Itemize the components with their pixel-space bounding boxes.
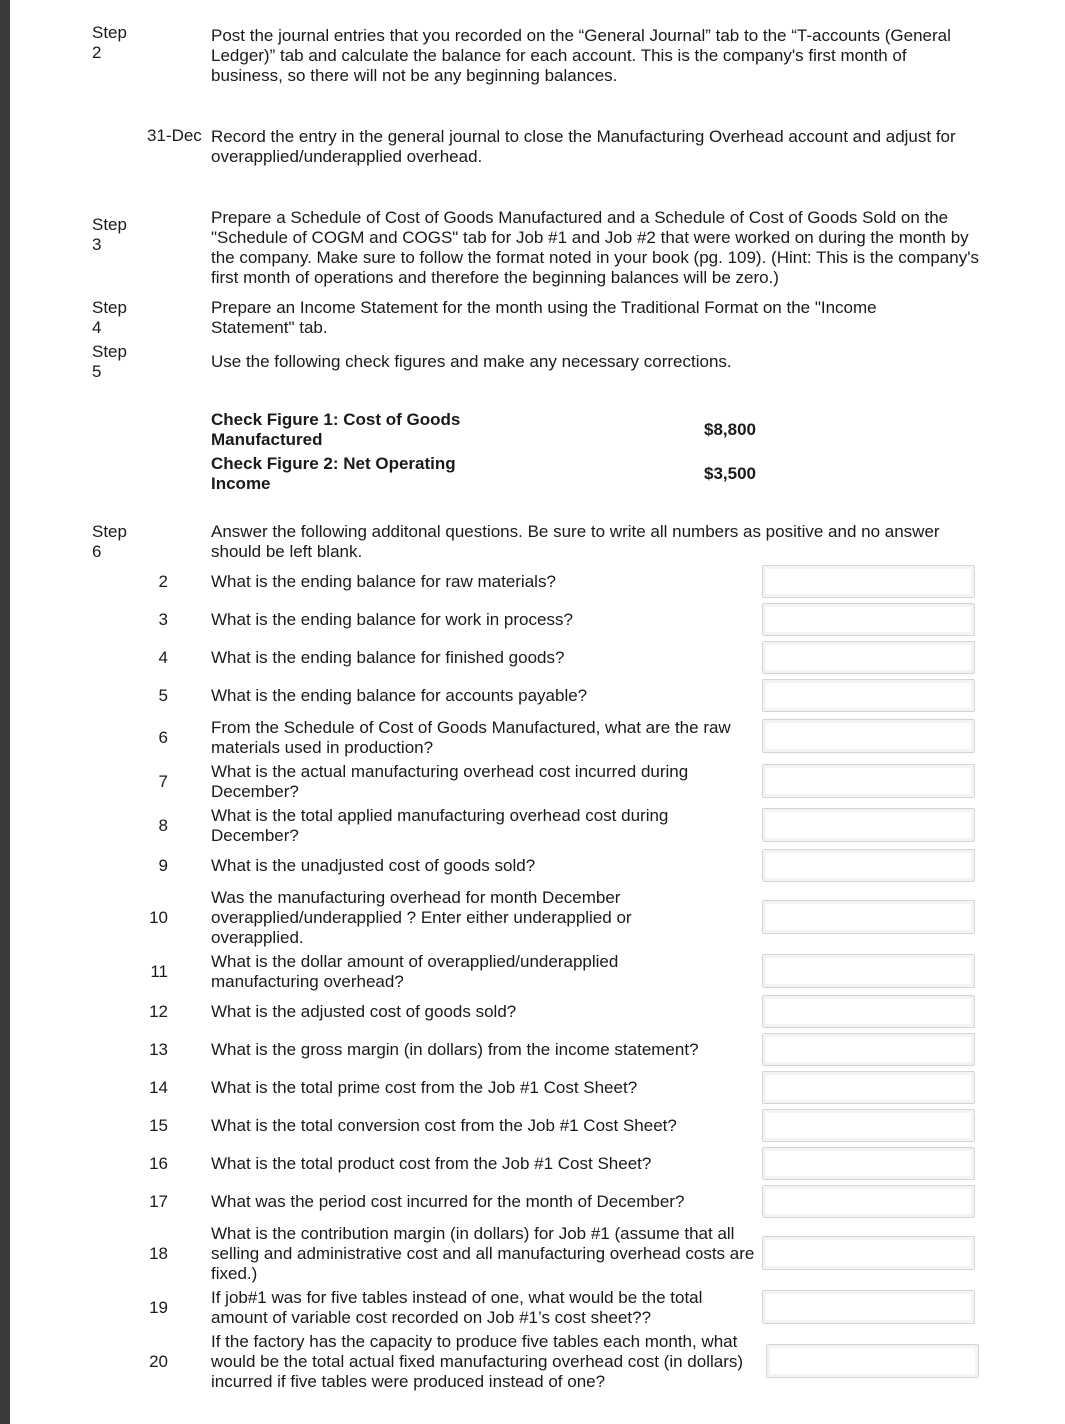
check-figure-2-value: $3,500 bbox=[704, 464, 756, 483]
question-text: What is the contribution margin (in dollars) for Job #1 (assume that all selling and administrative cost and all manufacturing overhead costs are fixed.) bbox=[211, 1224, 755, 1283]
question-number: 5 bbox=[158, 686, 168, 705]
question-text: What is the total conversion cost from the Job #1 Cost Sheet? bbox=[211, 1116, 677, 1135]
question-text: What is the ending balance for accounts payable? bbox=[211, 686, 588, 705]
step-4-label bbox=[92, 298, 152, 338]
step-word: Step bbox=[92, 298, 127, 317]
step-2-label bbox=[92, 23, 152, 63]
answer-input[interactable] bbox=[762, 641, 975, 674]
answer-input[interactable] bbox=[762, 679, 975, 712]
check-figure-1-value: $8,800 bbox=[704, 420, 756, 439]
question-number: 11 bbox=[150, 962, 168, 981]
question-number: 3 bbox=[158, 610, 168, 629]
question-text: Was the manufacturing overhead for month December overapplied/underapplied ? Enter either underapplied or overapplied. bbox=[211, 888, 632, 947]
close-date: 31-Dec bbox=[147, 126, 202, 145]
question-text: What is the total applied manufacturing overhead cost during December? bbox=[211, 806, 669, 845]
step-word: Step bbox=[92, 215, 127, 234]
step-number: 3 bbox=[92, 235, 102, 254]
question-text: What is the ending balance for work in process? bbox=[211, 610, 573, 629]
check-figure-intro: Use the following check figures and make any necessary corrections. bbox=[211, 352, 732, 371]
answer-input[interactable] bbox=[762, 719, 975, 753]
step-word: Step bbox=[92, 23, 127, 42]
question-number: 7 bbox=[158, 772, 168, 791]
income-instructions: Prepare an Income Statement for the month using the Traditional Format on the "Income Statement" tab. bbox=[211, 298, 877, 337]
step-number: 2 bbox=[92, 43, 102, 62]
question-text: From the Schedule of Cost of Goods Manufactured, what are the raw materials used in production? bbox=[211, 718, 731, 757]
answer-input[interactable] bbox=[762, 603, 975, 636]
answer-input[interactable] bbox=[762, 1033, 975, 1066]
step-word: Step bbox=[92, 522, 127, 541]
question-text: What is the gross margin (in dollars) from the income statement? bbox=[211, 1040, 699, 1059]
question-number: 16 bbox=[149, 1154, 168, 1173]
answer-input[interactable] bbox=[762, 1290, 975, 1324]
question-text: If job#1 was for five tables instead of one, what would be the total amount of variable cost recorded on Job #1’s cost sheet?? bbox=[211, 1288, 703, 1327]
step-number: 6 bbox=[92, 542, 102, 561]
question-number: 8 bbox=[158, 816, 168, 835]
answer-input[interactable] bbox=[766, 1344, 979, 1378]
post-instructions: Post the journal entries that you recorded on the “General Journal” tab to the “T-accounts (General Ledger)” tab and calculate the balance for each account. This is the company's first month of business, so there will not be any beginning balances. bbox=[211, 26, 951, 85]
question-text: What is the ending balance for raw materials? bbox=[211, 572, 556, 591]
question-number: 4 bbox=[158, 648, 168, 667]
question-text: What is the adjusted cost of goods sold? bbox=[211, 1002, 517, 1021]
question-number: 2 bbox=[158, 572, 168, 591]
question-number: 12 bbox=[149, 1002, 168, 1021]
answer-input[interactable] bbox=[762, 1109, 975, 1142]
question-text: What is the total product cost from the Job #1 Cost Sheet? bbox=[211, 1154, 652, 1173]
answer-input[interactable] bbox=[762, 1147, 975, 1180]
answer-input[interactable] bbox=[762, 900, 975, 934]
step-5-label bbox=[92, 342, 152, 382]
answer-input[interactable] bbox=[762, 565, 975, 598]
step-word: Step bbox=[92, 342, 127, 361]
step-number: 4 bbox=[92, 318, 102, 337]
question-number: 14 bbox=[149, 1078, 168, 1097]
check-figure-2-label: Check Figure 2: Net Operating Income bbox=[211, 454, 456, 493]
step-number: 5 bbox=[92, 362, 102, 381]
answer-input[interactable] bbox=[762, 1236, 975, 1270]
question-text: What is the dollar amount of overapplied/underapplied manufacturing overhead? bbox=[211, 952, 619, 991]
question-number: 15 bbox=[149, 1116, 168, 1135]
question-number: 17 bbox=[149, 1192, 168, 1211]
left-window-edge bbox=[0, 0, 10, 1424]
question-number: 19 bbox=[149, 1298, 168, 1317]
question-text: What is the actual manufacturing overhead cost incurred during December? bbox=[211, 762, 689, 801]
answer-input[interactable] bbox=[762, 808, 975, 842]
question-text: What was the period cost incurred for the month of December? bbox=[211, 1192, 685, 1211]
question-text: What is the unadjusted cost of goods sold? bbox=[211, 856, 536, 875]
question-number: 13 bbox=[149, 1040, 168, 1059]
answer-input[interactable] bbox=[762, 1071, 975, 1104]
question-text: What is the ending balance for finished goods? bbox=[211, 648, 565, 667]
schedule-instructions: Prepare a Schedule of Cost of Goods Manufactured and a Schedule of Cost of Goods Sold on the "Schedule of COGM and COGS" tab for Job #1 and Job #2 that were worked on during the month by the company. Make sure to follow the format noted in your book (pg. 109). (Hint: This is the company's first month of operations and therefore the beginning balances will be zero.) bbox=[211, 208, 979, 287]
check-figure-1-label: Check Figure 1: Cost of Goods Manufactured bbox=[211, 410, 461, 449]
answer-input[interactable] bbox=[762, 1185, 975, 1218]
step-3-label bbox=[92, 215, 152, 255]
close-instructions: Record the entry in the general journal to close the Manufacturing Overhead account and adjust for overapplied/underapplied overhead. bbox=[211, 127, 956, 166]
answer-instructions: Answer the following additonal questions. Be sure to write all numbers as positive and no answer should be left blank. bbox=[211, 522, 940, 561]
question-text: If the factory has the capacity to produce five tables each month, what would be the total actual fixed manufacturing overhead cost (in dollars) incurred if five tables were produced instead of one? bbox=[211, 1332, 744, 1391]
question-number: 6 bbox=[158, 728, 168, 747]
step-6-label bbox=[92, 522, 152, 562]
question-number: 9 bbox=[158, 856, 168, 875]
answer-input[interactable] bbox=[762, 995, 975, 1028]
answer-input[interactable] bbox=[762, 764, 975, 798]
answer-input[interactable] bbox=[762, 954, 975, 988]
answer-input[interactable] bbox=[762, 849, 975, 882]
question-number: 20 bbox=[149, 1352, 168, 1371]
question-number: 18 bbox=[149, 1244, 168, 1263]
question-number: 10 bbox=[149, 908, 168, 927]
question-text: What is the total prime cost from the Job #1 Cost Sheet? bbox=[211, 1078, 638, 1097]
